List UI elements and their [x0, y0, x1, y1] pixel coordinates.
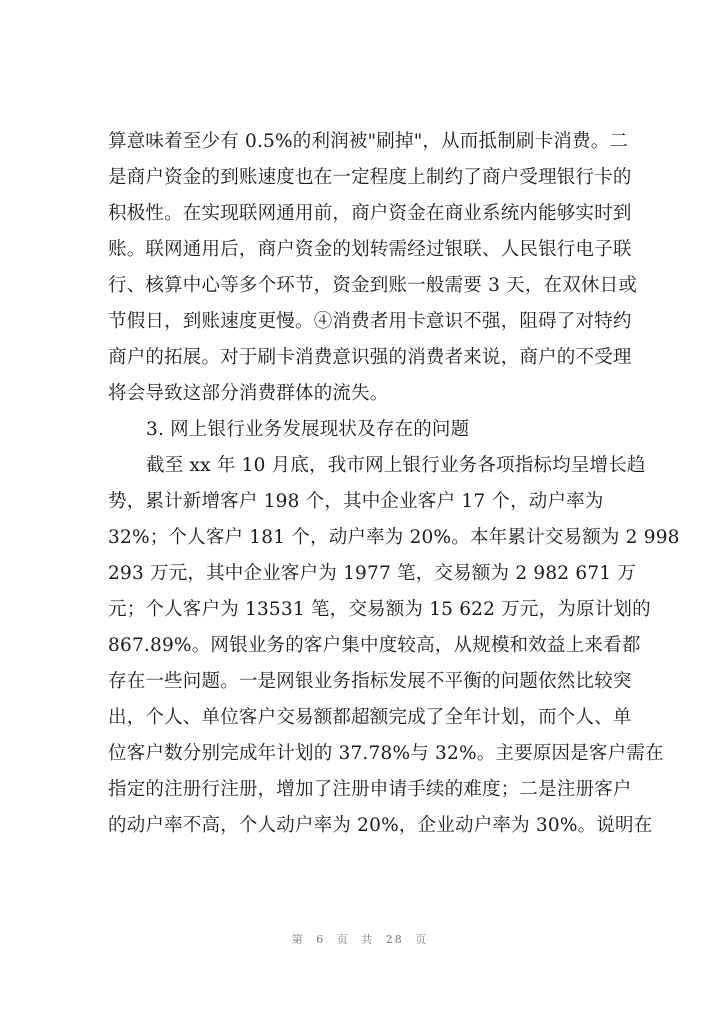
footer-total-unit: 页	[415, 933, 429, 946]
paragraph-2-line-5: 元；个人客户为 13531 笔，交易额为 15 622 万元，为原计划的	[108, 599, 651, 620]
paragraph-2-line-3: 32%；个人客户 181 个，动户率为 20%。本年累计交易额为 2 998	[108, 527, 680, 548]
paragraph-2-line-1: 截至 xx 年 10 月底，我市网上银行业务各项指标均呈增长趋	[146, 455, 646, 476]
footer-page-number: 6	[316, 933, 326, 946]
paragraph-1-line-7: 商户的拓展。对于刷卡消费意识强的消费者来说，商户的不受理	[108, 347, 632, 368]
paragraph-2-line-6: 867.89%。网银业务的客户集中度较高，从规模和效益上来看都	[108, 635, 641, 656]
paragraph-1-line-6: 节假日，到账速度更慢。④消费者用卡意识不强，阻碍了对特约	[108, 311, 632, 332]
paragraph-2-line-7: 存在一些问题。一是网银业务指标发展不平衡的问题依然比较突	[108, 671, 632, 692]
paragraph-1-line-4: 账。联网通用后，商户资金的划转需经过银联、人民银行电子联	[108, 239, 632, 260]
paragraph-2-line-8: 出，个人、单位客户交易额都超额完成了全年计划，而个人、单	[108, 707, 632, 728]
paragraph-2-line-9: 位客户数分别完成年计划的 37.78%与 32%。主要原因是客户需在	[108, 743, 664, 764]
paragraph-1-line-3: 积极性。在实现联网通用前，商户资金在商业系统内能够实时到	[108, 203, 632, 224]
page-footer	[0, 931, 720, 947]
paragraph-1-line-1: 算意味着至少有 0.5%的利润被"刷掉"，从而抵制刷卡消费。二	[108, 131, 629, 152]
paragraph-2-line-10: 指定的注册行注册，增加了注册申请手续的难度；二是注册客户	[108, 779, 632, 800]
footer-total-pages: 28	[385, 933, 404, 946]
paragraph-2-line-4: 293 万元，其中企业客户为 1977 笔，交易额为 2 982 671 万	[108, 563, 637, 584]
footer-total-label: 共	[361, 933, 375, 946]
footer-page-label: 第	[291, 933, 305, 946]
paragraph-2-line-11: 的动户率不高，个人动户率为 20%，企业动户率为 30%。说明在	[108, 815, 653, 836]
paragraph-2-line-2: 势，累计新增客户 198 个，其中企业客户 17 个，动户率为	[108, 491, 604, 512]
footer-page-unit: 页	[336, 933, 350, 946]
paragraph-1-line-8: 将会导致这部分消费群体的流失。	[108, 383, 389, 404]
section-heading: 3. 网上银行业务发展现状及存在的问题	[146, 419, 470, 440]
paragraph-1-line-2: 是商户资金的到账速度也在一定程度上制约了商户受理银行卡的	[108, 167, 632, 188]
paragraph-1-line-5: 行、核算中心等多个环节，资金到账一般需要 3 天，在双休日或	[108, 275, 638, 296]
